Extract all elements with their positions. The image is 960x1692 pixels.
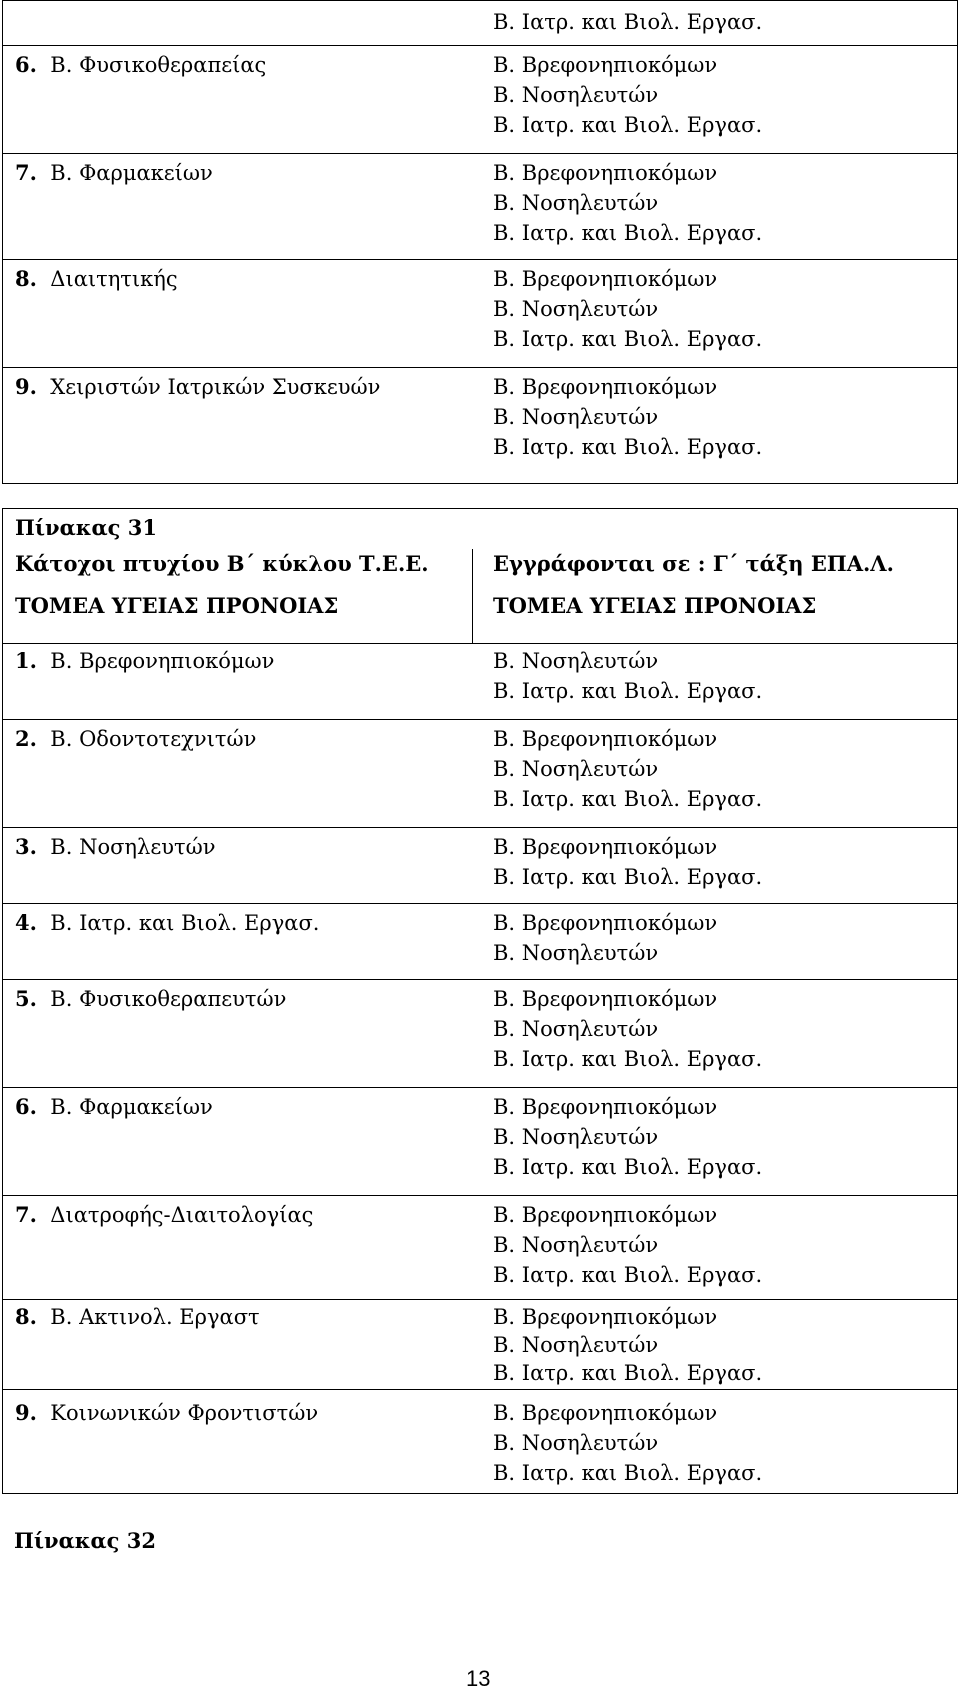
row-label: 8. Διαιτητικής [15, 266, 178, 291]
row-label: 7. Διατροφής-Διαιτολογίας [15, 1202, 314, 1227]
header-left-line1: Κάτοχοι πτυχίου Β΄ κύκλου Τ.Ε.Ε. [15, 551, 429, 576]
row-label: 9. Χειριστών Ιατρικών Συσκευών [15, 374, 381, 399]
table-row [3, 153, 957, 260]
row-label: 6. Β. Φυσικοθεραπείας [15, 52, 267, 77]
header-right-line2: ΤΟΜΕΑ ΥΓΕΙΑΣ ΠΡΟΝΟΙΑΣ [493, 593, 817, 618]
row-label: 4. Β. Ιατρ. και Βιολ. Εργασ. [15, 910, 320, 935]
target-line: Β. Βρεφονηπιοκόμων [493, 835, 718, 859]
table-row [3, 1299, 957, 1390]
table-row [3, 643, 957, 720]
target-line: Β. Νοσηλευτών [493, 1431, 659, 1455]
target-line: Β. Ιατρ. και Βιολ. Εργασ. [493, 1361, 763, 1385]
target-line: Β. Νοσηλευτών [493, 1233, 659, 1257]
table-row [3, 1087, 957, 1196]
target-line: Β. Ιατρ. και Βιολ. Εργασ. [493, 435, 763, 459]
table-30-continued [2, 0, 958, 484]
table-caption: Πίνακας 31 [15, 515, 157, 540]
target-line: Β. Βρεφονηπιοκόμων [493, 267, 718, 291]
target-line: Β. Νοσηλευτών [493, 757, 659, 781]
target-line: Β. Βρεφονηπιοκόμων [493, 161, 718, 185]
continued-target: Β. Ιατρ. και Βιολ. Εργασ. [493, 10, 763, 34]
target-line: Β. Ιατρ. και Βιολ. Εργασ. [493, 865, 763, 889]
target-line: Β. Βρεφονηπιοκόμων [493, 53, 718, 77]
target-line: Β. Ιατρ. και Βιολ. Εργασ. [493, 327, 763, 351]
target-line: Β. Νοσηλευτών [493, 83, 659, 107]
target-line: Β. Νοσηλευτών [493, 941, 659, 965]
table-row [3, 719, 957, 828]
table-row [3, 1389, 957, 1494]
table-row [3, 1195, 957, 1300]
target-line: Β. Ιατρ. και Βιολ. Εργασ. [493, 1263, 763, 1287]
target-line: Β. Βρεφονηπιοκόμων [493, 1401, 718, 1425]
target-line: Β. Βρεφονηπιοκόμων [493, 1095, 718, 1119]
table-31 [2, 508, 958, 1494]
row-label: 6. Β. Φαρμακείων [15, 1094, 213, 1119]
row-label: 1. Β. Βρεφονηπιοκόμων [15, 648, 275, 673]
row-label: 9. Κοινωνικών Φροντιστών [15, 1400, 319, 1425]
target-line: Β. Βρεφονηπιοκόμων [493, 375, 718, 399]
target-line: Β. Νοσηλευτών [493, 1125, 659, 1149]
table-row [3, 367, 957, 484]
table-row [3, 979, 957, 1088]
row-label: 5. Β. Φυσικοθεραπευτών [15, 986, 287, 1011]
target-line: Β. Βρεφονηπιοκόμων [493, 727, 718, 751]
target-line: Β. Ιατρ. και Βιολ. Εργασ. [493, 113, 763, 137]
target-line: Β. Ιατρ. και Βιολ. Εργασ. [493, 1461, 763, 1485]
column-divider [472, 549, 473, 643]
target-line: Β. Βρεφονηπιοκόμων [493, 1203, 718, 1227]
target-line: Β. Νοσηλευτών [493, 191, 659, 215]
row-label: 3. Β. Νοσηλευτών [15, 834, 216, 859]
target-line: Β. Ιατρ. και Βιολ. Εργασ. [493, 787, 763, 811]
table-32-caption: Πίνακας 32 [14, 1528, 156, 1553]
target-line: Β. Νοσηλευτών [493, 405, 659, 429]
row-label: 8. Β. Ακτινολ. Εργαστ [15, 1304, 260, 1329]
header-right-line1: Εγγράφονται σε : Γ΄ τάξη ΕΠΑ.Λ. [493, 551, 894, 576]
table-row [3, 903, 957, 980]
row-label: 2. Β. Οδοντοτεχνιτών [15, 726, 257, 751]
target-line: Β. Ιατρ. και Βιολ. Εργασ. [493, 1155, 763, 1179]
target-line: Β. Νοσηλευτών [493, 1017, 659, 1041]
target-line: Β. Ιατρ. και Βιολ. Εργασ. [493, 679, 763, 703]
target-line: Β. Νοσηλευτών [493, 1333, 659, 1357]
table-row [3, 259, 957, 368]
header-left-line2: ΤΟΜΕΑ ΥΓΕΙΑΣ ΠΡΟΝΟΙΑΣ [15, 593, 339, 618]
target-line: Β. Νοσηλευτών [493, 649, 659, 673]
target-line: Β. Βρεφονηπιοκόμων [493, 911, 718, 935]
target-line: Β. Νοσηλευτών [493, 297, 659, 321]
row-label: 7. Β. Φαρμακείων [15, 160, 213, 185]
table-row [3, 827, 957, 904]
page-number: 13 [466, 1666, 491, 1691]
target-line: Β. Βρεφονηπιοκόμων [493, 1305, 718, 1329]
target-line: Β. Ιατρ. και Βιολ. Εργασ. [493, 221, 763, 245]
target-line: Β. Ιατρ. και Βιολ. Εργασ. [493, 1047, 763, 1071]
target-line: Β. Βρεφονηπιοκόμων [493, 987, 718, 1011]
table-row [3, 45, 957, 154]
